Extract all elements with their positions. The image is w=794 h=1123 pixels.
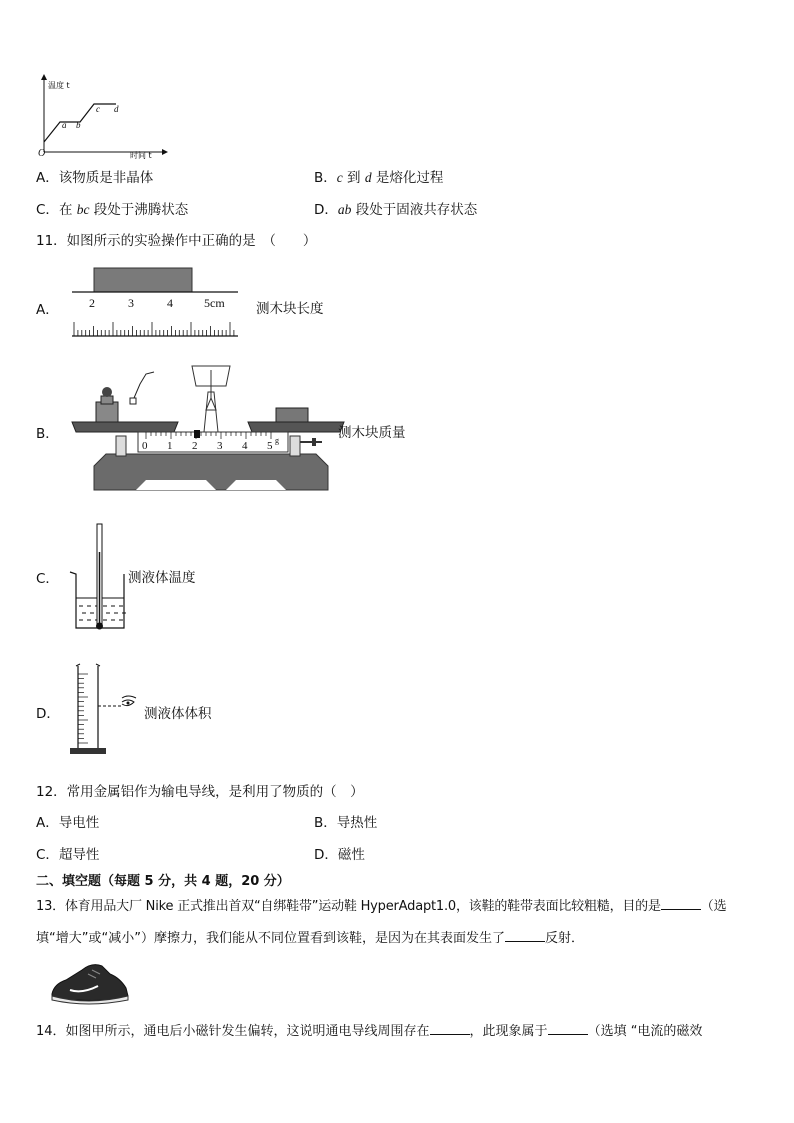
q13-line1: [36, 895, 726, 914]
option-letter: D．: [314, 847, 338, 863]
option-text: 是熔化过程: [371, 170, 444, 186]
q11-option-a-caption: 测木块长度: [256, 301, 324, 317]
q13-blank-1[interactable]: [661, 897, 701, 910]
q12-option-a[interactable]: [36, 811, 99, 831]
beam-tick-label: 2: [192, 440, 198, 452]
option-text: 磁性: [337, 847, 365, 863]
q11-option-d-caption: 测液体体积: [144, 706, 212, 722]
var-d: d: [364, 170, 372, 185]
option-letter: D．: [314, 202, 338, 218]
option-text: 段处于固液共存状态: [351, 202, 478, 218]
option-letter: B．: [314, 815, 337, 831]
option-text: 导热性: [336, 815, 378, 831]
ruler-tick-label: 5cm: [204, 296, 225, 310]
q13-text: 填“增大”或“减小”）摩擦力，我们能从不同位置看到该鞋，是因为在其表面发生了: [36, 931, 505, 946]
q12-stem: 12．常用金属铝作为输电导线，是利用了物质的（ ）: [36, 784, 364, 800]
option-text: 导电性: [58, 815, 100, 831]
q11-option-b-caption: 测木块质量: [338, 425, 406, 441]
option-letter: C．: [36, 847, 59, 863]
option-letter: C．: [36, 202, 59, 218]
q11-option-a-letter[interactable]: A．: [36, 302, 59, 318]
point-b-label: b: [76, 120, 81, 130]
option-text: 到: [342, 170, 365, 186]
shoe-image: [48, 958, 130, 1006]
q12-option-d[interactable]: [314, 843, 365, 863]
q10-option-d[interactable]: [314, 198, 477, 218]
point-c-label: c: [96, 104, 100, 114]
option-text: 该物质是非晶体: [58, 170, 154, 186]
graph-y-label: 温度 t: [48, 81, 70, 90]
q12-option-b[interactable]: [314, 811, 377, 831]
q10-option-c[interactable]: [36, 198, 188, 218]
graph-origin: O: [38, 148, 46, 159]
q11-option-d-letter[interactable]: D．: [36, 706, 60, 722]
q13-text: 13．体育用品大厂 Nike 正式推出首双“自绑鞋带”运动鞋 HyperAdapt1.0，该鞋的鞋带表面比较粗糙，目的是: [36, 899, 661, 914]
ruler-figure: [70, 266, 242, 340]
var-ab: ab: [337, 202, 352, 217]
sneaker-illustration: [48, 958, 130, 1006]
q13-text: 反射．: [544, 931, 584, 946]
beaker-thermometer: [66, 522, 128, 634]
var-c: c: [336, 170, 343, 185]
q14-text: （选填 “电流的磁效: [587, 1024, 703, 1039]
q10-graph: [34, 72, 174, 162]
beam-unit: g: [275, 436, 279, 445]
point-d-label: d: [114, 104, 119, 114]
beam-tick-label: 1: [167, 440, 173, 452]
q13-text: （选: [700, 899, 727, 914]
beam-tick-label: 0: [142, 440, 148, 452]
q13-line2: [36, 927, 584, 946]
q11-option-b-letter[interactable]: B．: [36, 426, 59, 442]
q14-blank-2[interactable]: [548, 1022, 588, 1035]
cylinder-figure: [70, 660, 146, 756]
q14-blank-1[interactable]: [430, 1022, 470, 1035]
graph-x-label: 时间 t: [130, 151, 152, 160]
q13-blank-2[interactable]: [505, 929, 545, 942]
beam-tick-label: 3: [217, 440, 223, 452]
option-letter: B．: [314, 170, 337, 186]
ruler-tick-label: 4: [167, 296, 173, 310]
q14-text: ，此现象属于: [469, 1024, 548, 1039]
point-a-label: a: [62, 120, 67, 130]
beam-tick-label: 4: [242, 440, 248, 452]
q10-option-a[interactable]: [36, 166, 153, 186]
q11-option-c-letter[interactable]: C．: [36, 571, 59, 587]
ruler-tick-label: 3: [128, 296, 134, 310]
var-bc: bc: [76, 202, 90, 217]
section-title: 二、填空题（每题 5 分，共 4 题，20 分）: [36, 874, 290, 889]
ruler-tick-label: 2: [89, 296, 95, 310]
q10-option-b[interactable]: [314, 166, 443, 186]
option-text: 段处于沸腾状态: [89, 202, 189, 218]
option-text: 超导性: [58, 847, 100, 863]
option-text: 在: [58, 202, 77, 218]
graduated-cylinder: [70, 660, 146, 756]
q14-line: [36, 1020, 702, 1039]
beaker-figure: [66, 522, 128, 634]
q14-text: 14．如图甲所示，通电后小磁针发生偏转，这说明通电导线周围存在: [36, 1024, 430, 1039]
q11-option-c-caption: 测液体温度: [128, 570, 196, 586]
q11-stem: 11．如图所示的实验操作中正确的是 （ ）: [36, 233, 317, 249]
option-letter: A．: [36, 170, 59, 186]
q12-option-c[interactable]: [36, 843, 99, 863]
option-letter: A．: [36, 815, 59, 831]
beam-tick-label: 5: [267, 440, 273, 452]
balance-figure: [66, 362, 346, 492]
balance-scale: [66, 362, 346, 492]
